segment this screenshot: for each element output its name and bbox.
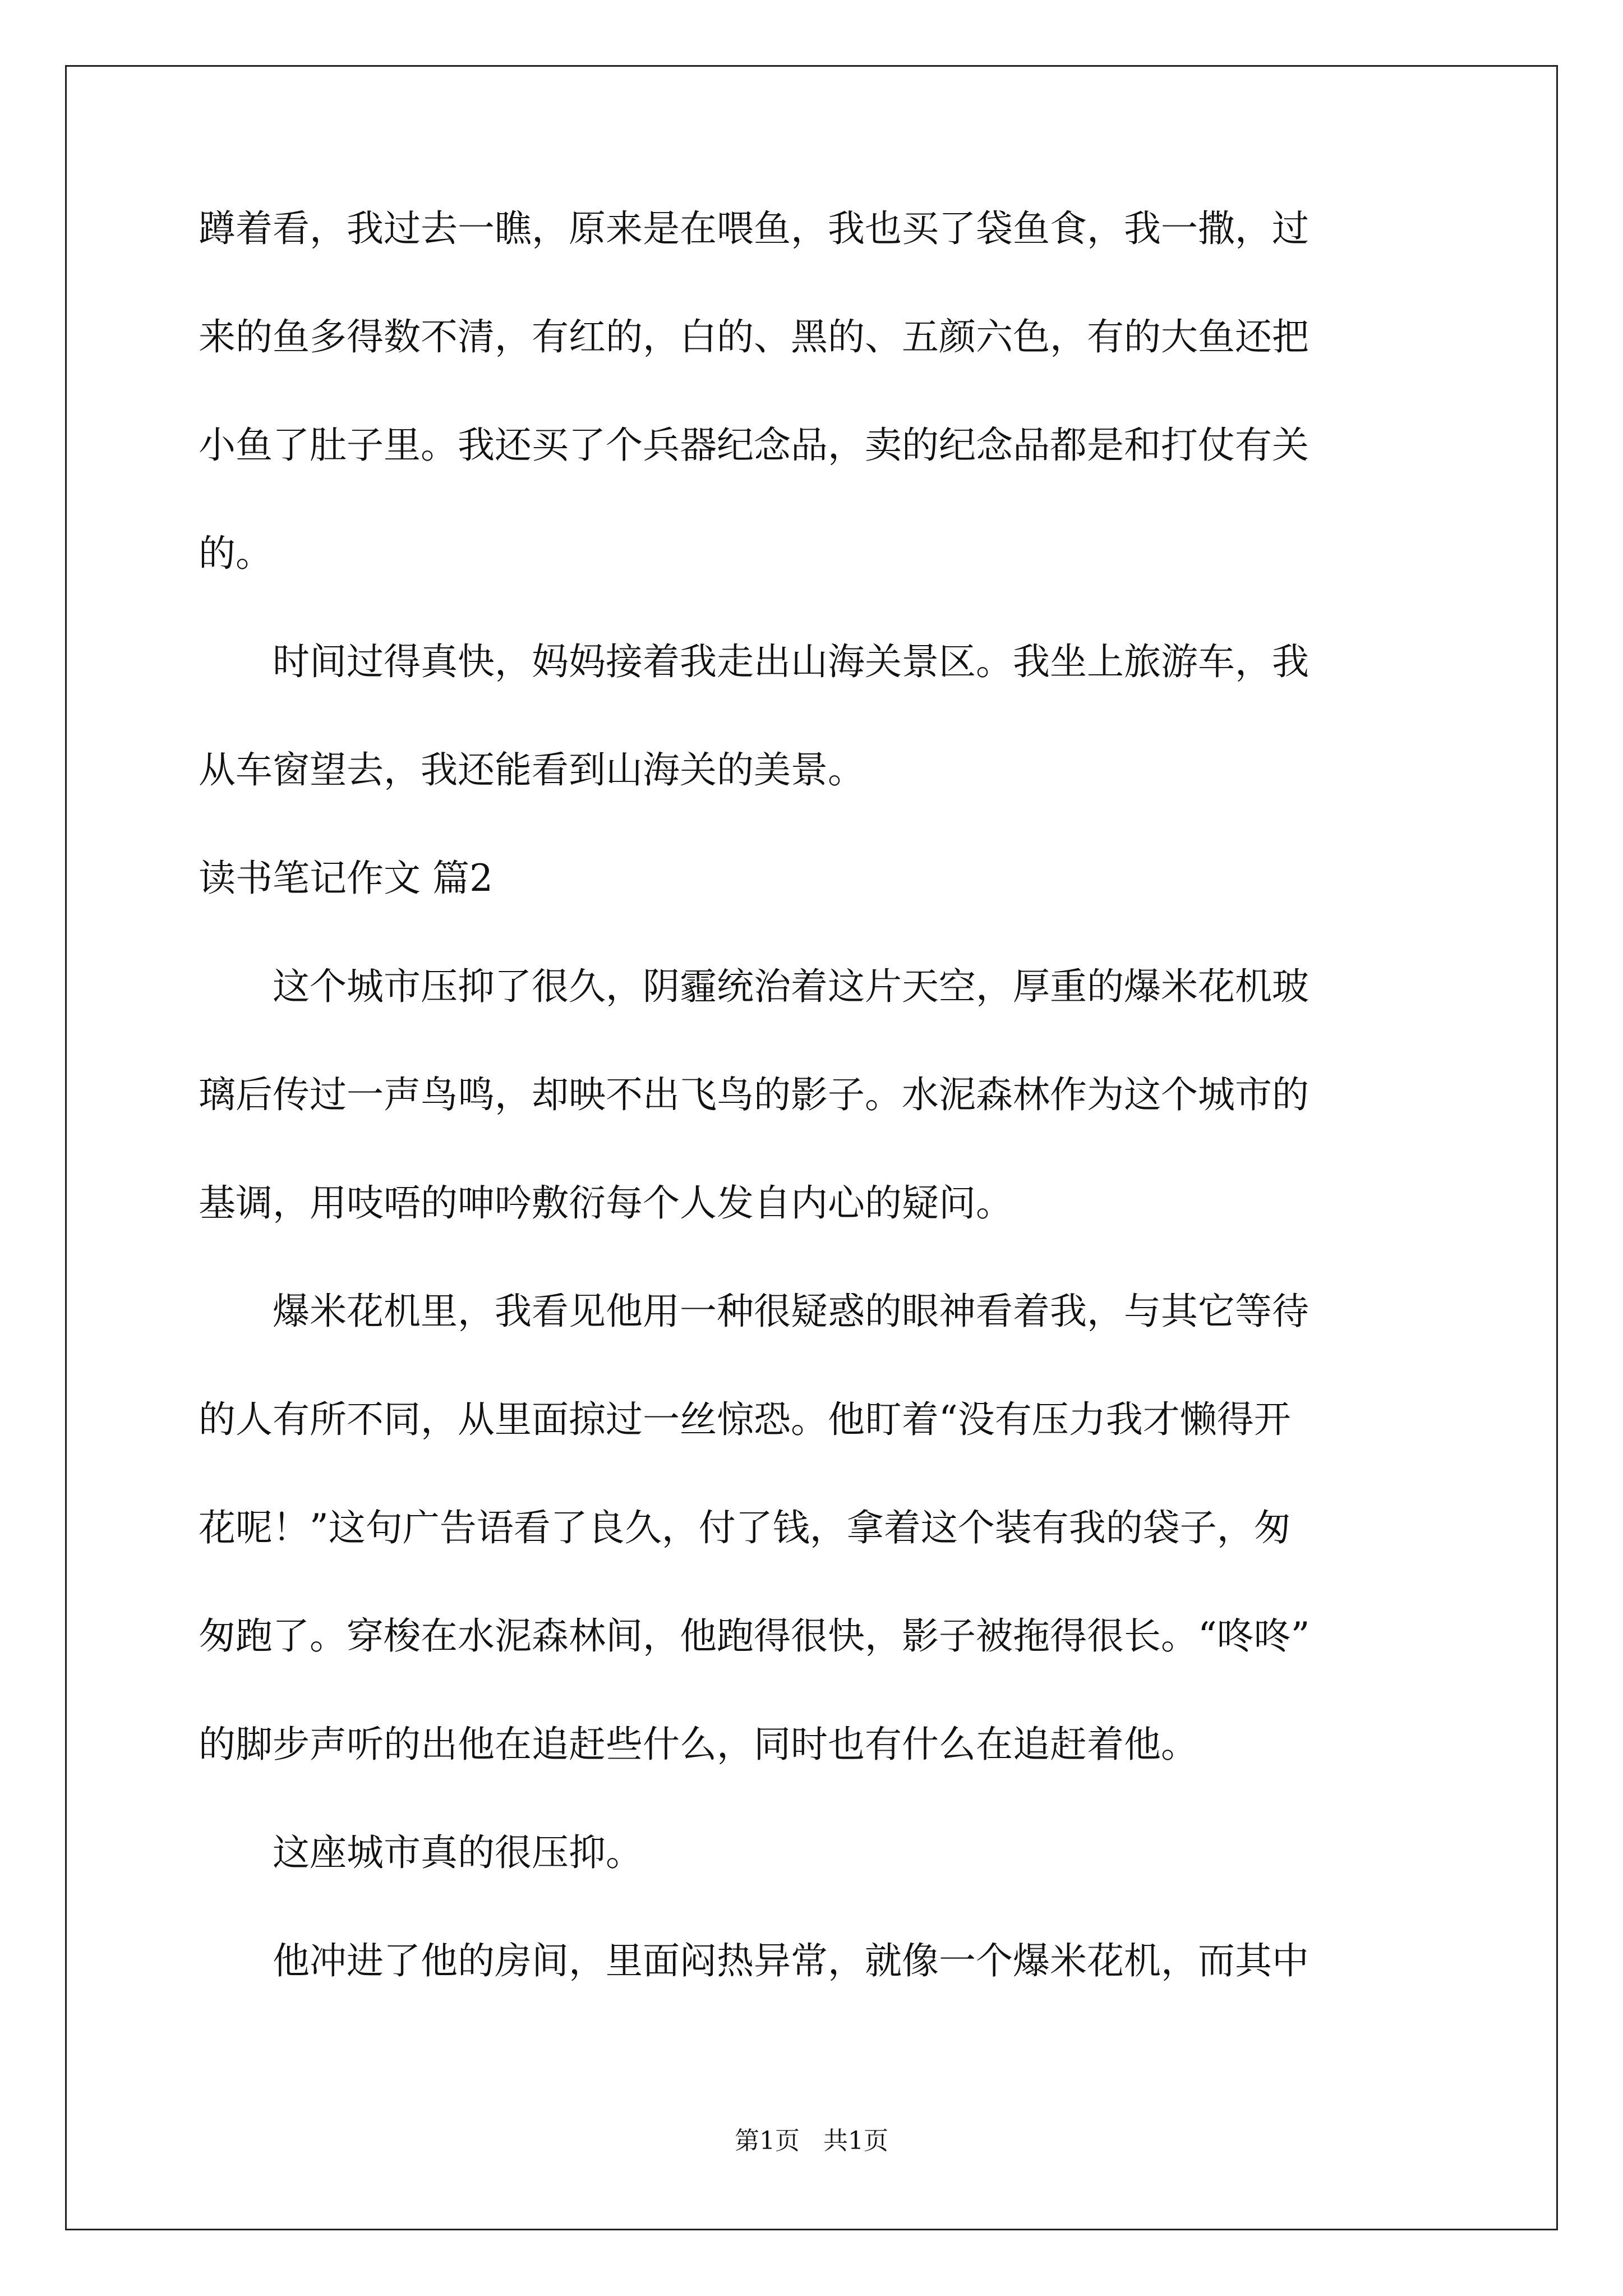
- text-line: 的脚步声听的出他在追赶些什么，同时也有什么在追赶着他。: [199, 1723, 1198, 1766]
- text-line: 来的鱼多得数不清，有红的，白的、黑的、五颜六色，有的大鱼还把: [199, 315, 1309, 358]
- text-line: 爆米花机里，我看见他用一种很疑惑的眼神看着我，与其它等待: [199, 1290, 1309, 1333]
- text-line: 他冲进了他的房间，里面闷热异常，就像一个爆米花机，而其中: [199, 1939, 1309, 1982]
- text-line: 小鱼了肚子里。我还买了个兵器纪念品，卖的纪念品都是和打仗有关: [199, 424, 1309, 467]
- page-border: [65, 65, 1558, 2230]
- text-line: 花呢！”这句广告语看了良久，付了钱，拿着这个装有我的袋子，匆: [199, 1506, 1291, 1549]
- page-footer: 第1页 共1页: [735, 2127, 888, 2155]
- text-line: 的。: [199, 532, 273, 575]
- text-line: 基调，用吱唔的呻吟敷衍每个人发自内心的疑问。: [199, 1181, 1013, 1225]
- text-line: 时间过得真快，妈妈接着我走出山海关景区。我坐上旅游车，我: [199, 640, 1309, 683]
- text-line: 的人有所不同，从里面掠过一丝惊恐。他盯着“没有压力我才懒得开: [199, 1398, 1291, 1441]
- text-line: 这个城市压抑了很久，阴霾统治着这片天空，厚重的爆米花机玻: [199, 965, 1309, 1008]
- text-line: 从车窗望去，我还能看到山海关的美景。: [199, 748, 865, 792]
- text-line: 蹲着看，我过去一瞧，原来是在喂鱼，我也买了袋鱼食，我一撒，过: [199, 207, 1309, 250]
- text-line: 匆跑了。穿梭在水泥森林间，他跑得很快，影子被拖得很长。“咚咚”: [199, 1614, 1310, 1658]
- text-line: 璃后传过一声鸟鸣，却映不出飞鸟的影子。水泥森林作为这个城市的: [199, 1073, 1309, 1116]
- text-line: 这座城市真的很压抑。: [199, 1831, 643, 1874]
- section-heading: 读书笔记作文 篇2: [199, 857, 493, 900]
